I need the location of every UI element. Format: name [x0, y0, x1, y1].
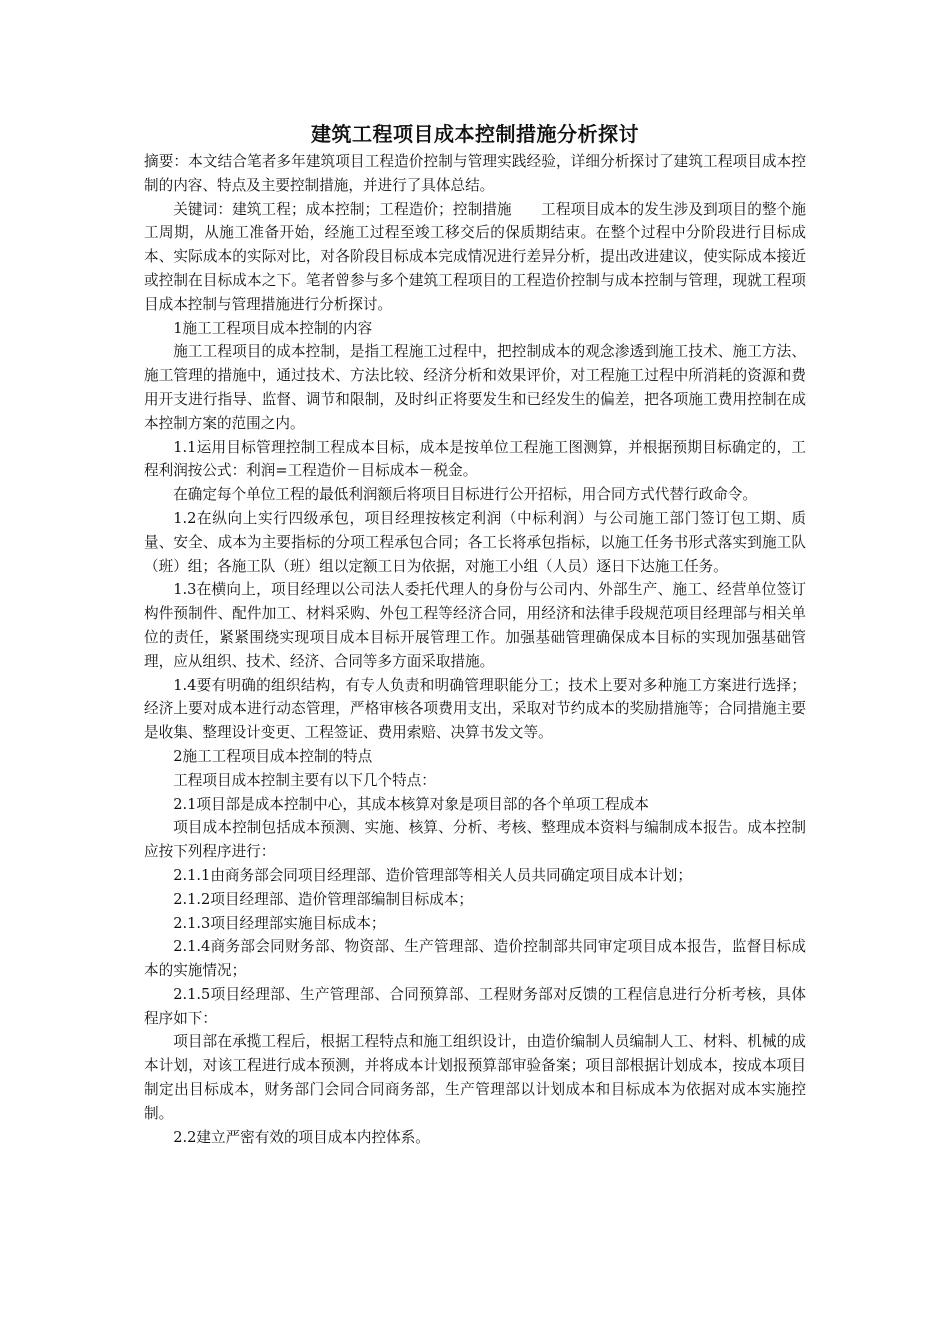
paragraph: 1.1运用目标管理控制工程成本目标，成本是按单位工程施工图测算，并根据预期目标确定的，工程利润按公式：利润=工程造价－目标成本－税金。 — [144, 438, 806, 480]
paragraph: 2.1项目部是成本控制中心，其成本核算对象是项目部的各个单项工程成本 — [173, 795, 649, 813]
document-title: 建筑工程项目成本控制措施分析探讨 — [311, 122, 639, 146]
paragraph: 项目部在承揽工程后，根据工程特点和施工组织设计，由造价编制人员编制人工、材料、机械的成本计划，对该工程进行成本预测，并将成本计划报预算部审验备案；项目部根据计划成本，按成本项目制定出目标成本，财务部门会同合同商务部，生产管理部以计划成本和目标成本为依据对成本实施控制。 — [144, 1033, 806, 1122]
paragraph: 1.2在纵向上实行四级承包，项目经理按核定利润（中标利润）与公司施工部门签订包工期、质量、安全、成本为主要指标的分项工程承包合同；各工长将承包指标，以施工任务书形式落实到施工队（班）组；各施工队（班）组以定额工日为依据，对施工小组（人员）逐日下达施工任务。 — [144, 509, 806, 575]
paragraph: 1施工工程项目成本控制的内容 — [173, 319, 373, 337]
paragraph: 工程项目成本控制主要有以下几个特点： — [173, 771, 436, 789]
paragraph: 2.1.1由商务部会同项目经理部、造价管理部等相关人员共同确定项目成本计划； — [173, 866, 692, 884]
paragraph: 2.1.4商务部会同财务部、物资部、生产管理部、造价控制部共同审定项目成本报告，监督目标成本的实施情况； — [144, 938, 806, 980]
paragraph: 施工工程项目的成本控制，是指工程施工过程中，把控制成本的观念渗透到施工技术、施工方法、施工管理的措施中，通过技术、方法比较、经济分析和效果评价，对工程施工过程中所消耗的资源和费用开支进行指导、监督、调节和限制，及时纠正将要发生和已经发生的偏差，把各项施工费用控制在成本控制方案的范围之内。 — [144, 343, 806, 432]
paragraph: 项目成本控制包括成本预测、实施、核算、分析、考核、整理成本资料与编制成本报告。成本控制应按下列程序进行： — [144, 819, 806, 861]
paragraph: 关键词：建筑工程；成本控制；工程造价；控制措施 工程项目成本的发生涉及到项目的整个施工周期，从施工准备开始，经施工过程至竣工移交后的保质期结束。在整个过程中分阶段进行目标成本、实际成本的实际对比，对各阶段目标成本完成情况进行差异分析，提出改进建议，使实际成本接近或控制在目标成本之下。笔者曾参与多个建筑工程项目的工程造价控制与成本控制与管理，现就工程项目成本控制与管理措施进行分析探讨。 — [144, 200, 806, 313]
paragraph: 1.3在横向上，项目经理以公司法人委托代理人的身份与公司内、外部生产、施工、经营单位签订构件预制件、配件加工、材料采购、外包工程等经济合同，用经济和法律手段规范项目经理部与相关单位的责任，紧紧围绕实现项目成本目标开展管理工作。加强基础管理确保成本目标的实现加强基础管理，应从组织、技术、经济、合同等多方面采取措施。 — [144, 581, 806, 670]
paragraph: 在确定每个单位工程的最低利润额后将项目目标进行公开招标，用合同方式代替行政命令。 — [173, 486, 757, 504]
paragraph: 1.4要有明确的组织结构，有专人负责和明确管理职能分工；技术上要对多种施工方案进行选择；经济上要对成本进行动态管理，严格审核各项费用支出，采取对节约成本的奖励措施等；合同措施主要是收集、整理设计变更、工程签证、费用索赔、决算书发文等。 — [144, 676, 806, 742]
paragraph: 2.2建立严密有效的项目成本内控体系。 — [173, 1128, 430, 1146]
paragraph: 2.1.5项目经理部、生产管理部、合同预算部、工程财务部对反馈的工程信息进行分析考核，具体程序如下： — [144, 985, 806, 1027]
paragraph: 2.1.2项目经理部、造价管理部编制目标成本； — [173, 890, 474, 908]
document-body — [144, 150, 806, 1149]
paragraph: 摘要：本文结合笔者多年建筑项目工程造价控制与管理实践经验，详细分析探讨了建筑工程项目成本控制的内容、特点及主要控制措施，并进行了具体总结。 — [144, 153, 806, 194]
paragraph: 2.1.3项目经理部实施目标成本； — [173, 914, 386, 932]
paragraph: 2施工工程项目成本控制的特点 — [173, 747, 373, 765]
document-page — [144, 120, 806, 1149]
